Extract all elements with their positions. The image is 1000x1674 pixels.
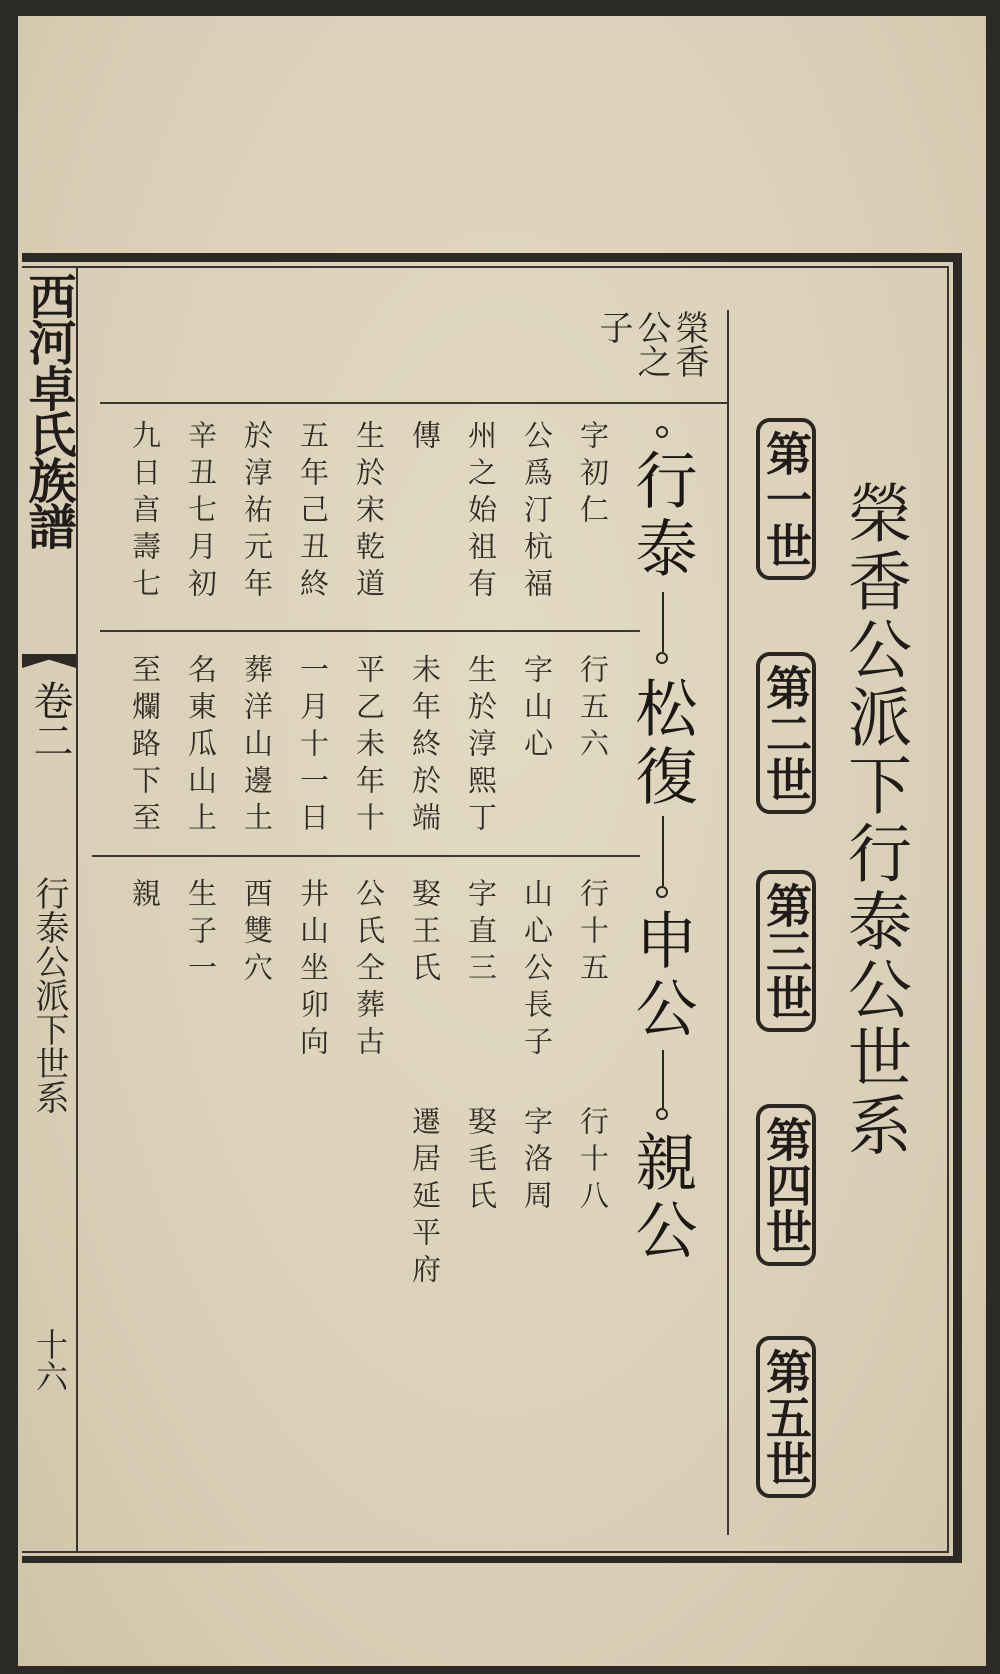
note-2-4: 未年終於端: [408, 654, 442, 839]
origin-note-col-3: 子: [593, 310, 633, 344]
note-1-5: 生於宋乾道: [352, 420, 386, 605]
lineage-link-3: [662, 1050, 664, 1108]
note-1-4: 傳: [408, 420, 442, 457]
page-title: 榮香公派下行泰公世系: [837, 480, 911, 1160]
note-1-9: 九日亯壽七: [128, 420, 162, 605]
note-1-1: 字初仁: [576, 420, 610, 531]
generation-badge-3: 第三世: [756, 870, 816, 1032]
note-2-2: 字山心: [520, 654, 554, 765]
note-2-8: 名東瓜山上: [184, 654, 218, 839]
note-3-7: 酉雙穴: [240, 878, 274, 989]
note-3-8: 生子一: [184, 878, 218, 989]
generation-badge-4: 第四世: [756, 1104, 816, 1266]
note-4-2: 字洛周: [520, 1106, 554, 1217]
note-3-4: 娶王氏: [408, 878, 442, 989]
page-number: 十六: [31, 1328, 69, 1392]
note-3-3: 字直三: [464, 878, 498, 989]
note-4-4: 遷居延平府: [408, 1106, 442, 1291]
person-name-3: 申公: [625, 908, 698, 1044]
generation-badge-2: 第二世: [756, 652, 816, 814]
note-4-3: 娶毛氏: [464, 1106, 498, 1217]
volume-label: 卷二: [27, 680, 73, 760]
book-title: 西河卓氏族譜: [20, 272, 76, 548]
note-2-9: 至爛路下至: [128, 654, 162, 839]
origin-note-col-1: 榮香: [669, 310, 709, 378]
note-2-1: 行五六: [576, 654, 610, 765]
row-rule-1: [100, 402, 727, 404]
note-1-6: 五年己丑終: [296, 420, 330, 605]
origin-note-col-2: 公之: [631, 310, 671, 378]
note-2-5: 平乙未年十: [352, 654, 386, 839]
note-3-1: 行十五: [576, 878, 610, 989]
note-3-2: 山心公長子: [520, 878, 554, 1063]
lineage-node-3: [656, 886, 668, 898]
note-4-1: 行十八: [576, 1106, 610, 1217]
banxin-rule: [76, 266, 78, 1553]
title-divider: [727, 310, 729, 1535]
lineage-node-4: [656, 1108, 668, 1120]
note-2-3: 生於淳熙丁: [464, 654, 498, 839]
note-1-7: 於淳祐元年: [240, 420, 274, 605]
note-2-6: 一月十一日: [296, 654, 330, 839]
note-3-9: 親: [128, 878, 162, 915]
note-1-3: 州之始祖有: [464, 420, 498, 605]
lineage-node-2: [656, 652, 668, 664]
row-rule-2: [100, 630, 640, 632]
person-name-4: 親公: [625, 1130, 698, 1266]
note-1-8: 辛丑七月初: [184, 420, 218, 605]
note-3-5: 公氏仝葬古: [352, 878, 386, 1063]
person-name-2: 松復: [625, 676, 698, 812]
note-3-6: 井山坐卯向: [296, 878, 330, 1063]
lineage-link-1: [662, 592, 664, 652]
lineage-link-2: [662, 816, 664, 886]
generation-badge-1: 第一世: [756, 418, 816, 580]
note-1-2: 公爲汀杭福: [520, 420, 554, 605]
person-name-1: 行泰: [625, 448, 698, 584]
section-label: 行泰公派下世系: [29, 876, 69, 1114]
row-rule-3: [92, 855, 640, 857]
note-2-7: 葬洋山邊土: [240, 654, 274, 839]
lineage-node-1: [656, 426, 668, 438]
generation-badge-5: 第五世: [756, 1336, 816, 1498]
